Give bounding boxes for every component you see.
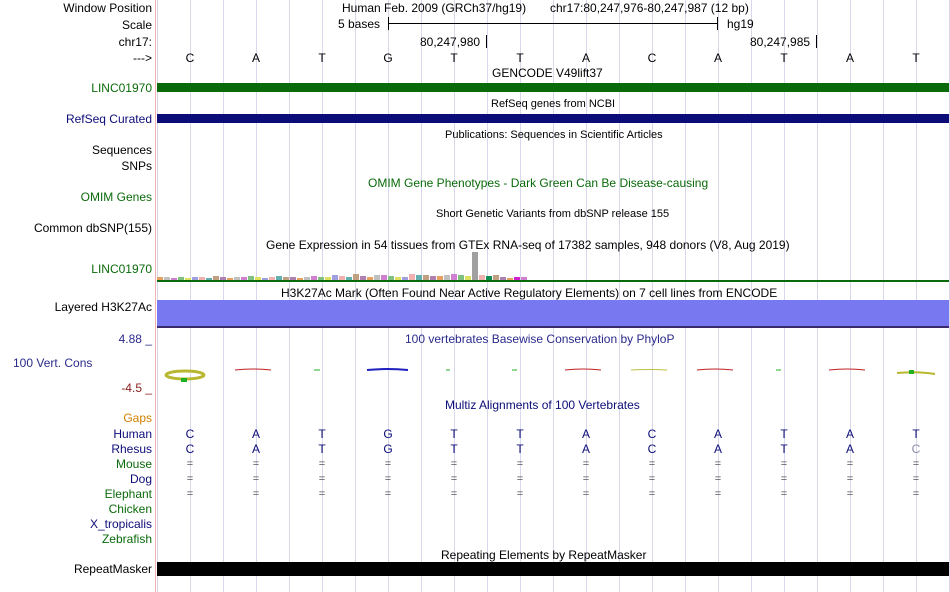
reference-base: A bbox=[251, 51, 261, 65]
rhesus-base: C bbox=[911, 442, 921, 456]
phylop-mark bbox=[235, 369, 271, 370]
rhesus-base: T bbox=[516, 442, 524, 456]
rhesus-base: A bbox=[251, 442, 261, 456]
window-position-label: Window Position bbox=[63, 1, 152, 15]
human-base: G bbox=[383, 427, 393, 441]
elephant-identity-mark: = bbox=[912, 488, 920, 500]
snps-track-label[interactable]: SNPs bbox=[121, 159, 152, 173]
reference-base: T bbox=[912, 51, 920, 65]
repeatmasker-track-label[interactable]: RepeatMasker bbox=[73, 562, 152, 576]
elephant-identity-mark: = bbox=[714, 488, 722, 500]
reference-base: T bbox=[318, 51, 326, 65]
dog-identity-mark: = bbox=[846, 473, 854, 485]
mouse-identity-mark: = bbox=[714, 458, 722, 470]
position-tick-mark-2 bbox=[816, 35, 817, 48]
refseq-title: RefSeq genes from NCBI bbox=[491, 98, 616, 110]
phylop-mark bbox=[897, 372, 935, 374]
h3k27ac-signal[interactable] bbox=[157, 300, 949, 326]
h3k27ac-baseline bbox=[157, 326, 949, 328]
reference-base: C bbox=[185, 51, 195, 65]
mouse-identity-mark: = bbox=[450, 458, 458, 470]
reference-base: T bbox=[516, 51, 524, 65]
reference-base: C bbox=[647, 51, 657, 65]
strand-label: ---> bbox=[133, 51, 152, 65]
mouse-identity-mark: = bbox=[912, 458, 920, 470]
scale-text: 5 bases bbox=[338, 17, 381, 31]
mouse-identity-mark: = bbox=[648, 458, 656, 470]
reference-base: A bbox=[845, 51, 855, 65]
rhesus-base: A bbox=[845, 442, 855, 456]
chrom-label: chr17: bbox=[118, 35, 152, 49]
phylop-mark bbox=[565, 369, 601, 370]
position-tick-mark-1 bbox=[486, 35, 487, 48]
human-base: T bbox=[450, 427, 458, 441]
phylop-mark bbox=[367, 369, 408, 370]
species-mouse-label[interactable]: Mouse bbox=[115, 457, 152, 471]
dbsnp-track-label[interactable]: Common dbSNP(155) bbox=[33, 221, 152, 235]
phylop-mark bbox=[697, 369, 733, 370]
reference-base: A bbox=[713, 51, 723, 65]
human-base: T bbox=[318, 427, 326, 441]
dog-identity-mark: = bbox=[714, 473, 722, 485]
gtex-track-label[interactable]: LINC01970 bbox=[91, 262, 152, 276]
human-base: T bbox=[516, 427, 524, 441]
assembly-title: Human Feb. 2009 (GRCh37/hg19) bbox=[342, 1, 527, 15]
phylop-signal[interactable] bbox=[157, 360, 949, 386]
db-label: hg19 bbox=[727, 17, 754, 31]
elephant-identity-mark: = bbox=[384, 488, 392, 500]
dog-identity-mark: = bbox=[252, 473, 260, 485]
gaps-label[interactable]: Gaps bbox=[123, 411, 152, 425]
gencode-title: GENCODE V49lift37 bbox=[492, 66, 603, 80]
species-rhesus-label[interactable]: Rhesus bbox=[111, 442, 152, 456]
scale-bar-right-tick bbox=[717, 17, 718, 30]
rhesus-base: T bbox=[780, 442, 788, 456]
mouse-identity-mark: = bbox=[318, 458, 326, 470]
human-base: A bbox=[713, 427, 723, 441]
dog-identity-mark: = bbox=[648, 473, 656, 485]
omim-track-label[interactable]: OMIM Genes bbox=[80, 190, 152, 204]
mouse-identity-mark: = bbox=[582, 458, 590, 470]
elephant-identity-mark: = bbox=[186, 488, 194, 500]
dog-identity-mark: = bbox=[186, 473, 194, 485]
elephant-identity-mark: = bbox=[846, 488, 854, 500]
elephant-identity-mark: = bbox=[318, 488, 326, 500]
position-tick-1: 80,247,980 bbox=[420, 35, 481, 49]
refseq-track-label[interactable]: RefSeq Curated bbox=[65, 112, 152, 126]
elephant-identity-mark: = bbox=[252, 488, 260, 500]
phylop-min: -4.5 _ bbox=[121, 381, 152, 395]
rhesus-base: C bbox=[647, 442, 657, 456]
rhesus-base: T bbox=[318, 442, 326, 456]
gtex-gene-line bbox=[157, 280, 949, 282]
publications-title: Publications: Sequences in Scientific Articles bbox=[445, 129, 663, 141]
phylop-title: 100 vertebrates Basewise Conservation by PhyloP bbox=[405, 332, 675, 346]
human-base: C bbox=[647, 427, 657, 441]
position-text[interactable]: chr17:80,247,976-80,247,987 (12 bp) bbox=[550, 1, 749, 15]
elephant-identity-mark: = bbox=[516, 488, 524, 500]
multiz-title: Multiz Alignments of 100 Vertebrates bbox=[445, 398, 640, 412]
phylop-mark bbox=[181, 378, 187, 382]
phylop-mark bbox=[909, 370, 914, 374]
mouse-identity-mark: = bbox=[846, 458, 854, 470]
phylop-mark bbox=[829, 369, 865, 370]
scale-bar bbox=[388, 23, 717, 24]
mouse-identity-mark: = bbox=[252, 458, 260, 470]
elephant-identity-mark: = bbox=[780, 488, 788, 500]
position-tick-2: 80,247,985 bbox=[750, 35, 811, 49]
mouse-identity-mark: = bbox=[384, 458, 392, 470]
dog-identity-mark: = bbox=[516, 473, 524, 485]
gencode-gene-bar[interactable] bbox=[157, 83, 949, 92]
repeatmasker-title: Repeating Elements by RepeatMasker bbox=[441, 548, 647, 562]
dog-identity-mark: = bbox=[450, 473, 458, 485]
species-human-label[interactable]: Human bbox=[113, 427, 152, 441]
species-dog-label[interactable]: Dog bbox=[129, 472, 152, 486]
gencode-track-label[interactable]: LINC01970 bbox=[91, 81, 152, 95]
h3k27ac-title: H3K27Ac Mark (Often Found Near Active Regulatory Elements) on 7 cell lines from ENCODE bbox=[281, 286, 778, 300]
human-base: T bbox=[780, 427, 788, 441]
scale-label: Scale bbox=[121, 18, 152, 32]
h3k27ac-track-label[interactable]: Layered H3K27Ac bbox=[54, 300, 152, 314]
reference-base: A bbox=[581, 51, 591, 65]
refseq-gene-bar[interactable] bbox=[157, 114, 949, 123]
rhesus-base: G bbox=[383, 442, 393, 456]
dog-identity-mark: = bbox=[582, 473, 590, 485]
elephant-identity-mark: = bbox=[582, 488, 590, 500]
human-base: C bbox=[185, 427, 195, 441]
dog-identity-mark: = bbox=[318, 473, 326, 485]
reference-base: T bbox=[450, 51, 458, 65]
phylop-max: 4.88 _ bbox=[118, 332, 152, 346]
species-elephant-label[interactable]: Elephant bbox=[104, 487, 152, 501]
human-base: A bbox=[845, 427, 855, 441]
mouse-identity-mark: = bbox=[186, 458, 194, 470]
phylop-track-label[interactable]: 100 Vert. Cons bbox=[13, 356, 93, 370]
reference-base: T bbox=[780, 51, 788, 65]
human-base: T bbox=[912, 427, 920, 441]
species-zebrafish-label[interactable]: Zebrafish bbox=[101, 532, 152, 546]
omim-title: OMIM Gene Phenotypes - Dark Green Can Be Disease-causing bbox=[368, 176, 709, 190]
phylop-mark bbox=[631, 370, 667, 371]
mouse-identity-mark: = bbox=[516, 458, 524, 470]
human-base: A bbox=[251, 427, 261, 441]
human-base: A bbox=[581, 427, 591, 441]
dog-identity-mark: = bbox=[384, 473, 392, 485]
gtex-title: Gene Expression in 54 tissues from GTEx RNA-seq of 17382 samples, 948 donors (V8, Aug 2019) bbox=[266, 238, 790, 252]
gtex-tissue-bar[interactable] bbox=[472, 252, 478, 280]
rhesus-base: A bbox=[713, 442, 723, 456]
dbsnp-title: Short Genetic Variants from dbSNP release 155 bbox=[436, 208, 670, 220]
repeatmasker-element-bar[interactable] bbox=[157, 562, 949, 576]
species-xtropicalis-label[interactable]: X_tropicalis bbox=[89, 517, 152, 531]
rhesus-base: T bbox=[450, 442, 458, 456]
track-left-boundary bbox=[155, 0, 156, 592]
elephant-identity-mark: = bbox=[648, 488, 656, 500]
dog-identity-mark: = bbox=[780, 473, 788, 485]
sequences-track-label[interactable]: Sequences bbox=[91, 143, 152, 157]
mouse-identity-mark: = bbox=[780, 458, 788, 470]
rhesus-base: A bbox=[581, 442, 591, 456]
rhesus-base: C bbox=[185, 442, 195, 456]
reference-base: G bbox=[383, 51, 393, 65]
dog-identity-mark: = bbox=[912, 473, 920, 485]
elephant-identity-mark: = bbox=[450, 488, 458, 500]
species-chicken-label[interactable]: Chicken bbox=[108, 502, 152, 516]
phylop-mark bbox=[166, 371, 204, 379]
scale-bar-left-tick bbox=[388, 17, 389, 30]
